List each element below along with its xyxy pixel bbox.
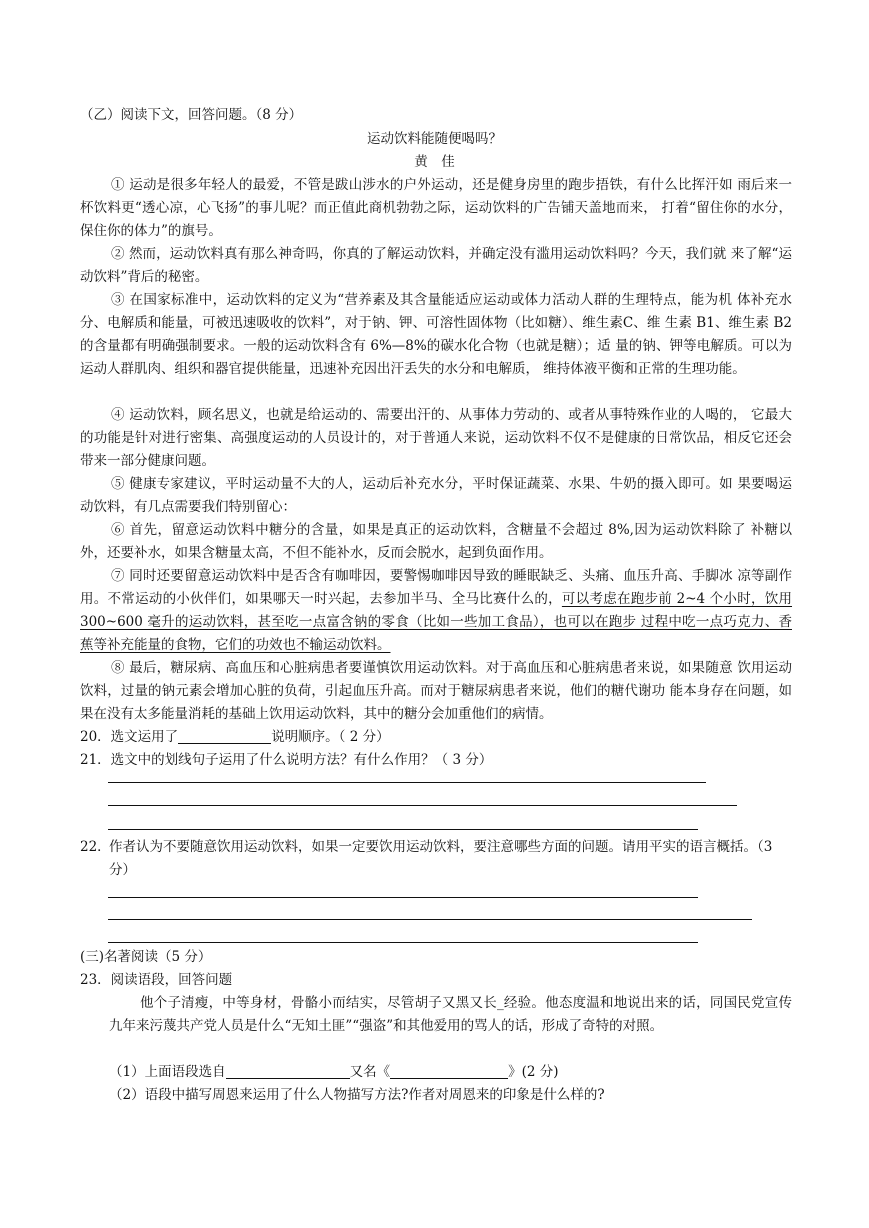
paragraph-7: ⑦ 同时还要留意运动饮料中是否含有咖啡因，要警惕咖啡因导致的睡眠缺乏、头痛、血压升高、手脚冰 凉等副作用。不常运动的小伙伴们，如果哪天一时兴起，去参加半马、全马比赛什么的，可以考虑在跑步前 2~4 个小时，饮用 300~600 毫升的运动饮料，甚至吃一点富含钠的零食（比如一些加工食品），也可以在跑步 过程中吃一点巧克力、香蕉等补充能量的食物，它们的功效也不输运动饮料。 — [80, 568, 793, 653]
section-san-heading: (三)名著阅读（5 分） — [80, 949, 212, 965]
paragraph-4: ④ 运动饮料，顾名思义，也就是给运动的、需要出汗的、从事体力劳动的、或者从事特殊作业的人喝的， 它最大的功能是针对进行密集、高强度运动的人员设计的，对于普通人来说，运动饮料不仅不是健康的日常饮品，相反它还会带来一部分健康问题。 — [80, 407, 792, 469]
paragraph-1: ① 运动是很多年轻人的最爱，不管是跋山涉水的户外运动，还是健身房里的跑步捂铁，有什么比挥汗如 雨后来一杯饮料更“透心凉，心飞扬”的事儿呢？而正值此商机勃勃之际，运动饮料的广告铺天盖地而来， 打着“留住你的水分，保住你的体力”的旗号。 — [80, 177, 792, 239]
paragraph-6: ⑥ 首先，留意运动饮料中糖分的含量，如果是真正的运动饮料，含糖量不会超过 8%,因为运动饮料除了 补糖以外，还要补水，如果含糖量太高，不但不能补水，反而会脱水，起到负面作用。 — [80, 522, 792, 561]
answer-blank[interactable] — [178, 728, 271, 744]
answer-line[interactable] — [108, 829, 698, 830]
paragraph-3: ③ 在国家标准中，运动饮料的定义为“营养素及其含量能适应运动或体力活动人群的生理特点，能为机 体补充水分、电解质和能量，可被迅速吸收的饮料”，对于钠、钾、可溶性固体物（比如糖）、维生素C、维 生素 B1、维生素 B2 的含量都有明确强制要求。一般的运动饮料含有 6%—8%的碳水化合物（也就是糖）；适 量的钠、钾等电解质。可以为运动人群肌肉、组织和器官提供能量，迅速补充因出汗丢失的水分和电解质， 维持体液平衡和正常的生理功能。 — [80, 292, 792, 377]
section-yi-heading: （乙）阅读下文，回答问题。（8 分） — [80, 107, 303, 123]
question-21: 21．选文中的划线句子运用了什么说明方法？有什么作用？（ 3 分） — [80, 752, 493, 768]
question-23-1: （1）上面语段选自 又名《 》(2 分) — [109, 1064, 559, 1080]
question-23-2: （2）语段中描写周恩来运用了什么人物描写方法?作者对周恩来的印象是什么样的? — [109, 1087, 605, 1103]
answer-line[interactable] — [108, 897, 698, 898]
answer-line[interactable] — [108, 919, 752, 920]
article-title: 运动饮料能随便喝吗？ — [367, 131, 502, 147]
paragraph-8: ⑧ 最后，糖尿病、高血压和心脏病患者要谨慎饮用运动饮料。对于高血压和心脏病患者来说，如果随意 饮用运动饮料，过量的钠元素会增加心脏的负荷，引起血压升高。而对于糖尿病患者来说，他们的糖代谢功 能本身存在问题，如果在没有太多能量消耗的基础上饮用运动饮料，其中的糖分会加重他们的病情。 — [80, 660, 792, 722]
answer-line[interactable] — [108, 942, 698, 943]
classic-excerpt: 他个子清瘦，中等身材，骨骼小而结实，尽管胡子又黑又长_经验。他态度温和地说出来的话，同国民党宣传九年来污蔑共产党人员是什么“无知土匪”“强盗”和其他爱用的骂人的话，形成了奇特的对照。 — [109, 995, 792, 1034]
paragraph-5: ⑤ 健康专家建议，平时运动量不大的人，运动后补充水分，平时保证蔬菜、水果、牛奶的摄入即可。如 果要喝运动饮料，有几点需要我们特别留心： — [80, 476, 792, 515]
question-22-number: 22． — [80, 839, 111, 855]
answer-line[interactable] — [108, 805, 737, 806]
underlined-sentence: 可以考虑在跑步前 2~4 个小时，饮用 300~600 毫升的运动饮料，甚至吃一点富含钠的零食（比如一些加工食品），也可以在跑步 过程中吃一点巧克力、香蕉等补充能量的食物，它们的功效也不输运动饮料。 — [80, 591, 793, 653]
answer-line[interactable] — [108, 782, 706, 783]
answer-blank[interactable] — [390, 1063, 508, 1079]
question-23: 23．阅读语段，回答问题 — [80, 972, 233, 988]
question-22: 作者认为不要随意饮用运动饮料，如果一定要饮用运动饮料，要注意哪些方面的问题。请用平实的语言概括。（3 分） — [109, 839, 773, 878]
answer-blank[interactable] — [226, 1063, 350, 1079]
article-author: 黄 佳 — [414, 154, 455, 170]
question-20: 20．选文运用了 说明顺序。（ 2 分） — [80, 729, 390, 745]
paragraph-2: ② 然而，运动饮料真有那么神奇吗，你真的了解运动饮料，并确定没有滥用运动饮料吗？今天，我们就 来了解“运动饮料”背后的秘密。 — [80, 246, 792, 285]
